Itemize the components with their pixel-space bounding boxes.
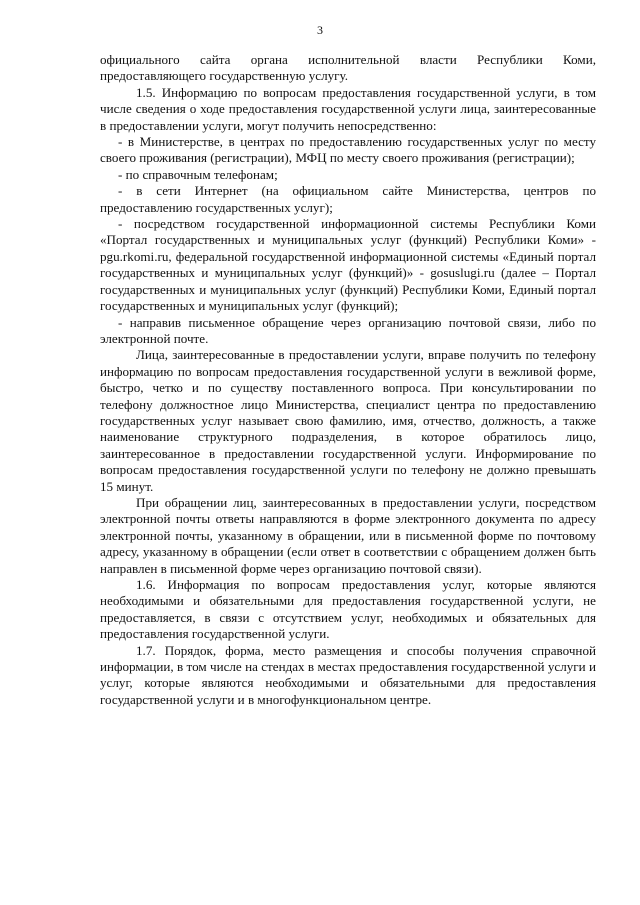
list-item-portal: - посредством государственной информационной системы Республики Коми «Портал государственных и муниципальных услуг (функций) Республики Коми» - pgu.rkomi.ru, федеральной государственной информационной системы «Единый портал государственных и муниципальных услуг (функций)» - gosuslugi.ru (далее – Портал государственных и муниципальных услуг (функций) Республики Коми, Единый портал государственных и муниципальных услуг (функций); [100,216,596,314]
page-number: 3 [317,23,323,37]
paragraph-1-5: 1.5. Информацию по вопросам предоставления государственной услуги, в том числе сведения о ходе предоставления государственной услуги лица, заинтересованные в предоставлении услуги, могут получить непосредственно: [100,84,596,133]
paragraph-1-6: 1.6. Информация по вопросам предоставления услуг, которые являются необходимыми и обязательными для предоставления государственной услуги, не предоставляется, в связи с отсутствием услуг, необходимых и обязательных для предоставления государственной услуги. [100,577,596,642]
paragraph-1-7: 1.7. Порядок, форма, место размещения и способы получения справочной информации, в том числе на стендах в местах предоставления государственной услуги и услуг, которые являются необходимыми и обязательными для предоставления государственной услуги и в многофункциональном центре. [100,642,596,707]
list-item-phones: - по справочным телефонам; [118,166,278,182]
list-item-ministry: - в Министерстве, в центрах по предоставлению государственных услуг по месту своего проживания (регистрации), МФЦ по месту своего проживания (регистрации); [100,134,596,166]
paragraph-email-requests: При обращении лиц, заинтересованных в предоставлении услуги, посредством электронной почты ответы направляются в форме электронного документа по адресу электронной почты, указанному в обращении, или в письменной форме по почтовому адресу, указанному в обращении (если ответ в соответствии с обращением должен быть направлен в письменной форме через организацию почтовой связи). [100,494,596,576]
paragraph-phone-consult: Лица, заинтересованные в предоставлении услуги, вправе получить по телефону информацию по вопросам предоставления государственной услуги в вежливой форме, быстро, четко и по существу поставленного вопроса. При консультировании по телефону должностное лицо Министерства, специалист центра по предоставлению государственных услуг называет свою фамилию, имя, отчество, должность, а также наименование структурного подразделения, в которое обратилось лицо, заинтересованное в предоставлении государственной услуги. Информирование по вопросам предоставления государственной услуги по телефону не должно превышать 15 минут. [100,347,596,494]
list-item-internet: - в сети Интернет (на официальном сайте Министерства, центров по предоставлению государственных услуг); [100,183,596,215]
paragraph-continuation: официального сайта органа исполнительной власти Республики Коми, предоставляющего государственную услугу. [100,52,596,84]
document-body [100,52,596,708]
list-item-mail: - направив письменное обращение через организацию почтовой связи, либо по электронной почте. [100,314,596,346]
